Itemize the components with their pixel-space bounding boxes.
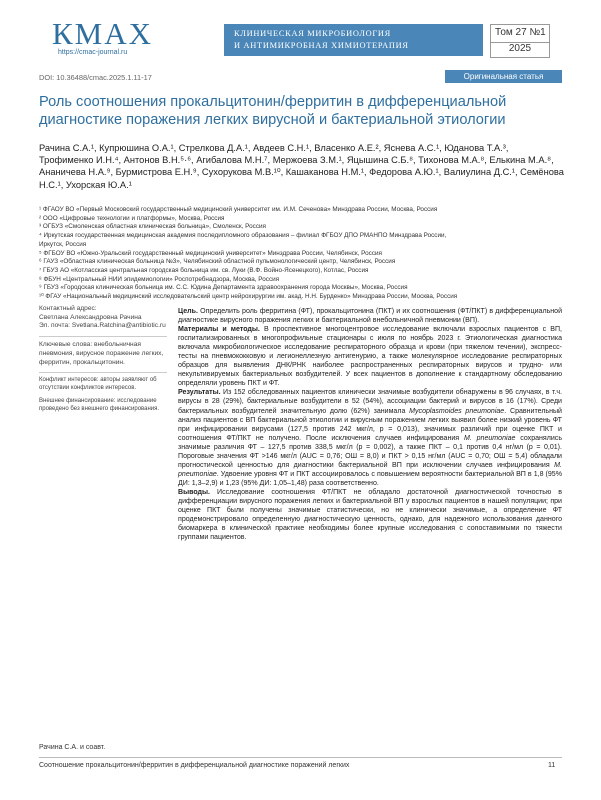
conflict-of-interest: Конфликт интересов: авторы заявляют об отсутствии конфликтов интересов. <box>39 377 167 393</box>
affiliation-item: ¹ ФГАОУ ВО «Первый Московский государственный медицинский университет им. И.М. Сеченова» Минздрава России, Москва, Россия <box>39 206 559 215</box>
abstract <box>178 307 562 542</box>
goal-text: Определить роль ферритина (ФТ), прокальцитонина (ПКТ) и их соотношения (ФТ/ПКТ) в дифференциальной диагностике вирусного поражения легких и бактериальной внебольничной пневмонии (ВП). <box>178 308 562 324</box>
results-text: сохранялись значимые различия ФТ – 127,5 против 338,5 мкг/л (p = 0,002), а также ПКТ – 0,1 против 0,4 нг/мл (p = 0,01). Пороговые значения ФТ >146 мкг/л (AUC = 0,76; ОШ = 8,0) и ПКТ > 0,15 нг/мл (AUC = 0,70; ОШ = 5,4) обладали прогностической ценностью для диагностики бактериальной ВП при исключении случаев инфицирования <box>178 435 562 469</box>
affiliation-item: ⁴ Иркутская государственная медицинская академия последипломного образования – филиал ФГБОУ ДПО РМАНПО Минздрава России, <box>39 232 559 241</box>
affiliation-item: ⁵ ФГБОУ ВО «Южно-Уральский государственный медицинский университет» Минздрава России, Челябинск, Россия <box>39 250 559 259</box>
journal-logo[interactable] <box>52 20 148 56</box>
page-header <box>0 0 601 62</box>
affiliations-list <box>39 206 559 302</box>
contact-name: Светлана Александровна Рачина <box>39 314 167 323</box>
article-type-badge: Оригинальная статья <box>445 70 562 83</box>
methods-text: В проспективное многоцентровое исследование включали взрослых пациентов с ВП, госпитализированных в многопрофильные стационары с июля по ноябрь 2023 г. Этиологическая диагностика включала микробиологическое исследование респираторного образца и крови (при тяжелом течении), экспресс-тесты на пневмококковую и легионеллезную антигенурию, а также молекулярное исследование респираторных образцов для выявления ДНК/РНК наиболее распространенных респираторных вирусов и трудно- или некультивируемых бактериальных возбудителей. У всех пациентов в дополнение к стандартному обследованию определяли уровень ПКТ и ФТ. <box>178 326 562 387</box>
abstract-conclusions <box>178 488 562 542</box>
affiliation-item: ¹⁰ ФГАУ «Национальный медицинский исследовательский центр нейрохирургии им. акад. Н.Н. Бурденко» Минздрава России, Москва, Россия <box>39 293 559 302</box>
affiliation-item: ³ ОГБУЗ «Смоленская областная клиническая больница», Смоленск, Россия <box>39 223 559 232</box>
issue-box <box>490 24 550 58</box>
author-list: Рачина С.А.¹, Купрюшина О.А.¹, Стрелкова Д.А.¹, Авдеев С.Н.¹, Власенко А.Е.², Яснева А.С.¹, Юданова Т.А.³, Трофименко И.Н.⁴, Антонов В.Н.⁵·⁶, Агибалова М.Н.⁷, Мержоева З.М.¹, Яцышина С.Б.⁸, Тихонова М.А.⁸, Елькина М.А.⁸, Ананичева Н.А.⁹, Бурмистрова Е.Н.⁹, Сухорукова М.В.¹⁰, Кашаканова Н.М.¹, Федорова А.Ю.¹, Валиулина Д.С.¹, Семёнова Н.С.¹, Ухорская Ю.А.¹ <box>39 142 564 191</box>
journal-banner <box>224 24 483 56</box>
issue-year: 2025 <box>491 42 549 54</box>
results-text: . Удвоение уровня ФТ и ПКТ ассоциировалось с повышением вероятности бактериальной ВП в 1,8 (95% ДИ: 1,3–2,9) и 1,23 (95% ДИ: 1,05–1,48) раза соответственно. <box>178 471 562 487</box>
issue-number: Том 27 №1 <box>495 27 546 38</box>
footer-running-title: Соотношение прокальцитонин/ферритин в дифференциальной диагностике поражений легких <box>39 762 349 769</box>
affiliation-item: ⁸ ФБУН «Центральный НИИ эпидемиологии» Роспотребнадзора, Москва, Россия <box>39 276 559 285</box>
pathogen-name: M. pneumoniae <box>178 462 562 478</box>
results-text: . Сравнительный анализ пациентов с ВП бактериальной этиологии и вирусным поражением легких выявил более низкий уровень ФТ при инфицировании вирусами (127,5 против 242 мкг/л, p = 0,013), значимых различий при оценке ПКТ и соотношения ФТ/ПКТ не получено. После исключения случаев инфицирования <box>178 408 562 442</box>
keywords: Ключевые слова: внебольничная пневмония, вирусное поражение легких, ферритин, прокальцитонин. <box>39 341 167 367</box>
journal-name-line1: КЛИНИЧЕСКАЯ МИКРОБИОЛОГИЯ <box>234 29 391 38</box>
contact-email-link[interactable]: Эл. почта: Svetlana.Ratchina@antibiotic.ru <box>39 322 167 331</box>
methods-label: Материалы и методы. <box>178 326 260 333</box>
journal-url-link[interactable]: https://cmac-journal.ru <box>52 49 148 56</box>
results-label: Результаты. <box>178 389 221 396</box>
contact-label: Контактный адрес: <box>39 305 167 314</box>
abstract-methods <box>178 325 562 388</box>
sidebar-divider <box>39 372 167 373</box>
sidebar-divider <box>39 336 167 337</box>
funding-statement: Внешнее финансирование: исследование проведено без внешнего финансирования. <box>39 398 167 414</box>
pathogen-name: Mycoplasmoides pneumoniae <box>409 408 504 415</box>
pathogen-name: M. pneumoniae <box>464 435 515 442</box>
conclusions-label: Выводы. <box>178 489 210 496</box>
footer-author: Рачина С.А. и соавт. <box>39 744 105 751</box>
logo-text: КМАХ <box>52 20 148 48</box>
affiliation-item: Иркутск, Россия <box>39 241 559 250</box>
abstract-goal <box>178 307 562 325</box>
abstract-results <box>178 388 562 488</box>
footer-divider <box>39 757 562 758</box>
affiliation-item: ⁷ ГБУЗ АО «Котласская центральная городская больница им. св. Луки (В.Ф. Войно-Ясенецкого), Котлас, Россия <box>39 267 559 276</box>
contact-block <box>39 305 167 331</box>
affiliation-item: ⁹ ГБУЗ «Городская клиническая больница им. С.С. Юдина Департамента здравоохранения города Москвы», Москва, Россия <box>39 284 559 293</box>
doi-link[interactable]: DOI: 10.36488/cmac.2025.1.11-17 <box>39 73 152 82</box>
journal-name-line2: И АНТИМИКРОБНАЯ ХИМИОТЕРАПИЯ <box>234 41 409 50</box>
affiliation-item: ² ООО «Цифровые технологии и платформы», Москва, Россия <box>39 215 559 224</box>
results-text: Из 152 обследованных пациентов клинически значимые возбудители обнаружены в 96 случаях, в т.ч. вирусы в 28 (29%), бактериальные возбудители в 52 (54%), ассоциации бактерий и вирусов в 16 (17%). Среди бактериальных возбудителей значительную долю (62%) занимала <box>178 389 562 414</box>
page-number: 11 <box>548 762 555 769</box>
affiliation-item: ⁶ ГАУЗ «Областная клиническая больница №3», Челябинский областной пульмонологический центр, Челябинск, Россия <box>39 258 559 267</box>
article-sidebar <box>39 305 167 418</box>
conclusions-text: Исследование соотношения ФТ/ПКТ не обладало достаточной диагностической точностью в дифференциации вирусного поражения легких и бактериальной ВП у взрослых пациентов в нашей популяции; при оценке ПКТ были получены значимые статистически, но не клинически значимые, а определение ФТ продемонстрировало определенную диагностическую ценность, однако, для надежного использования данного биомаркера в клинической практике необходимы более крупные исследования с сопоставимыми по тяжести группами пациентов. <box>178 489 562 541</box>
article-title: Роль соотношения прокальцитонин/ферритин в дифференциальной диагностике поражения легких вирусной и бактериальной этиологии <box>39 93 559 129</box>
goal-label: Цель. <box>178 308 198 315</box>
